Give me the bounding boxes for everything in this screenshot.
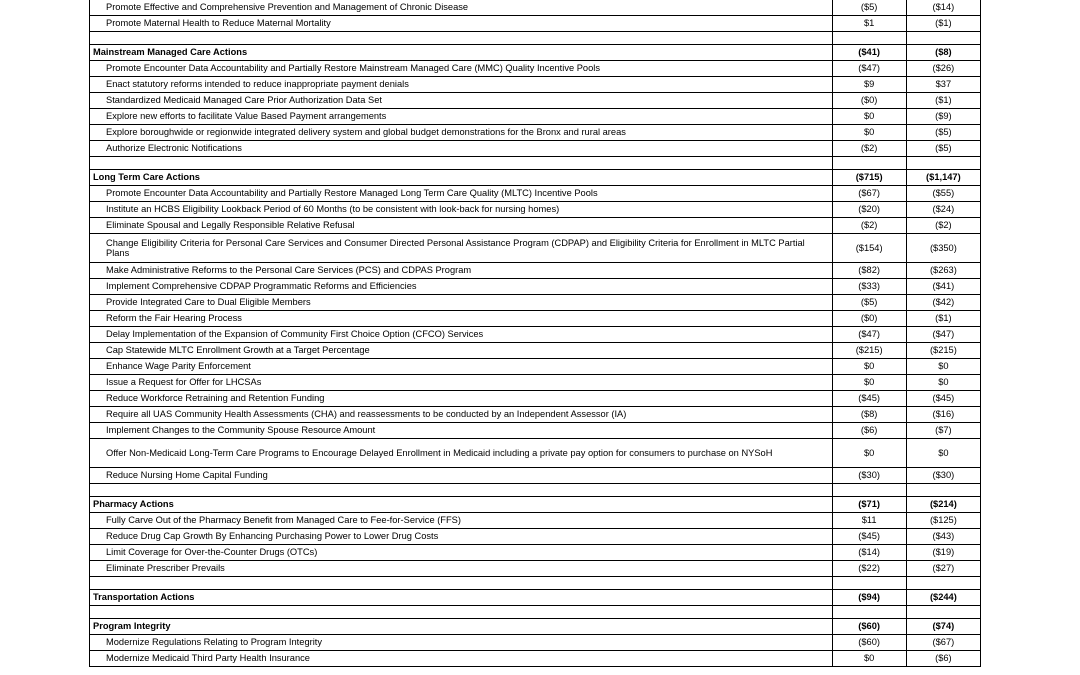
- value-col-2: ($263): [906, 263, 980, 279]
- empty-cell: [906, 577, 980, 590]
- table-row: [90, 651, 981, 667]
- action-description: Authorize Electronic Notifications: [90, 141, 833, 157]
- table-row: [90, 218, 981, 234]
- value-col-1: ($45): [832, 529, 906, 545]
- table-row: [90, 423, 981, 439]
- value-col-1: ($5): [832, 0, 906, 16]
- value-col-2: $0: [906, 359, 980, 375]
- action-description: Eliminate Prescriber Prevails: [90, 561, 833, 577]
- value-col-2: ($19): [906, 545, 980, 561]
- action-description: Promote Encounter Data Accountability and Partially Restore Managed Long Term Care Quality (MLTC) Incentive Pools: [90, 186, 833, 202]
- value-col-1: ($8): [832, 407, 906, 423]
- value-col-2: ($9): [906, 109, 980, 125]
- table-row: [90, 61, 981, 77]
- value-col-2: ($14): [906, 0, 980, 16]
- empty-cell: [90, 32, 833, 45]
- budget-actions-table: [89, 0, 981, 667]
- action-description: Cap Statewide MLTC Enrollment Growth at a Target Percentage: [90, 343, 833, 359]
- value-col-2: ($125): [906, 513, 980, 529]
- spacer-row: [90, 157, 981, 170]
- action-description: Eliminate Spousal and Legally Responsible Relative Refusal: [90, 218, 833, 234]
- table-row: [90, 529, 981, 545]
- value-col-1: ($67): [832, 186, 906, 202]
- value-col-2: ($1): [906, 93, 980, 109]
- value-col-2: ($47): [906, 327, 980, 343]
- value-col-1: ($22): [832, 561, 906, 577]
- empty-cell: [90, 606, 833, 619]
- empty-cell: [832, 484, 906, 497]
- empty-cell: [90, 577, 833, 590]
- value-col-2: ($244): [906, 590, 980, 606]
- empty-cell: [832, 32, 906, 45]
- value-col-2: ($8): [906, 45, 980, 61]
- action-description: Implement Comprehensive CDPAP Programmatic Reforms and Efficiencies: [90, 279, 833, 295]
- table-row: [90, 186, 981, 202]
- action-description: Require all UAS Community Health Assessments (CHA) and reassessments to be conducted by an Independent Assessor (IA): [90, 407, 833, 423]
- section-title: Long Term Care Actions: [90, 170, 833, 186]
- table-row: [90, 125, 981, 141]
- section-header-row: [90, 497, 981, 513]
- value-col-1: ($60): [832, 635, 906, 651]
- action-description: Standardized Medicaid Managed Care Prior Authorization Data Set: [90, 93, 833, 109]
- empty-cell: [906, 484, 980, 497]
- value-col-1: ($0): [832, 93, 906, 109]
- table-row: [90, 545, 981, 561]
- value-col-2: ($41): [906, 279, 980, 295]
- value-col-2: $0: [906, 439, 980, 468]
- value-col-2: ($350): [906, 234, 980, 263]
- table-row: [90, 77, 981, 93]
- value-col-1: ($2): [832, 218, 906, 234]
- empty-cell: [832, 157, 906, 170]
- section-header-row: [90, 619, 981, 635]
- section-header-row: [90, 170, 981, 186]
- table-row: [90, 375, 981, 391]
- value-col-1: $9: [832, 77, 906, 93]
- action-description: Limit Coverage for Over-the-Counter Drugs (OTCs): [90, 545, 833, 561]
- value-col-1: $0: [832, 375, 906, 391]
- value-col-1: ($60): [832, 619, 906, 635]
- action-description: Enact statutory reforms intended to reduce inappropriate payment denials: [90, 77, 833, 93]
- action-description: Modernize Medicaid Third Party Health Insurance: [90, 651, 833, 667]
- section-header-row: [90, 45, 981, 61]
- table-row: [90, 468, 981, 484]
- empty-cell: [832, 577, 906, 590]
- value-col-1: ($41): [832, 45, 906, 61]
- value-col-1: $0: [832, 651, 906, 667]
- value-col-2: ($6): [906, 651, 980, 667]
- action-description: Provide Integrated Care to Dual Eligible Members: [90, 295, 833, 311]
- table-row: [90, 295, 981, 311]
- action-description: Promote Effective and Comprehensive Prevention and Management of Chronic Disease: [90, 0, 833, 16]
- table-row: [90, 635, 981, 651]
- value-col-1: ($71): [832, 497, 906, 513]
- value-col-2: ($16): [906, 407, 980, 423]
- value-col-1: ($2): [832, 141, 906, 157]
- value-col-1: ($47): [832, 327, 906, 343]
- action-description: Reform the Fair Hearing Process: [90, 311, 833, 327]
- table-row: [90, 93, 981, 109]
- table-row: [90, 234, 981, 263]
- value-col-1: $11: [832, 513, 906, 529]
- value-col-2: ($26): [906, 61, 980, 77]
- value-col-1: ($45): [832, 391, 906, 407]
- empty-cell: [90, 157, 833, 170]
- section-title: Pharmacy Actions: [90, 497, 833, 513]
- value-col-2: ($24): [906, 202, 980, 218]
- value-col-1: ($154): [832, 234, 906, 263]
- value-col-1: $0: [832, 109, 906, 125]
- value-col-1: ($5): [832, 295, 906, 311]
- action-description: Reduce Workforce Retraining and Retention Funding: [90, 391, 833, 407]
- value-col-1: ($215): [832, 343, 906, 359]
- value-col-1: $0: [832, 439, 906, 468]
- action-description: Implement Changes to the Community Spouse Resource Amount: [90, 423, 833, 439]
- table-row: [90, 327, 981, 343]
- value-col-1: $1: [832, 16, 906, 32]
- value-col-1: ($14): [832, 545, 906, 561]
- action-description: Reduce Drug Cap Growth By Enhancing Purchasing Power to Lower Drug Costs: [90, 529, 833, 545]
- value-col-2: ($1): [906, 16, 980, 32]
- section-title: Mainstream Managed Care Actions: [90, 45, 833, 61]
- table-body: [90, 0, 981, 667]
- empty-cell: [906, 32, 980, 45]
- empty-cell: [906, 606, 980, 619]
- table-row: [90, 109, 981, 125]
- table-row: [90, 141, 981, 157]
- value-col-2: $0: [906, 375, 980, 391]
- table-row: [90, 0, 981, 16]
- action-description: Reduce Nursing Home Capital Funding: [90, 468, 833, 484]
- table-row: [90, 202, 981, 218]
- spacer-row: [90, 606, 981, 619]
- empty-cell: [906, 157, 980, 170]
- value-col-1: ($33): [832, 279, 906, 295]
- value-col-1: ($6): [832, 423, 906, 439]
- value-col-1: ($82): [832, 263, 906, 279]
- action-description: Enhance Wage Parity Enforcement: [90, 359, 833, 375]
- section-title: Program Integrity: [90, 619, 833, 635]
- value-col-2: ($2): [906, 218, 980, 234]
- action-description: Modernize Regulations Relating to Program Integrity: [90, 635, 833, 651]
- action-description: Delay Implementation of the Expansion of Community First Choice Option (CFCO) Services: [90, 327, 833, 343]
- table-row: [90, 311, 981, 327]
- value-col-2: ($42): [906, 295, 980, 311]
- table-row: [90, 263, 981, 279]
- value-col-2: ($5): [906, 125, 980, 141]
- action-description: Promote Encounter Data Accountability and Partially Restore Mainstream Managed Care (MMC) Quality Incentive Pools: [90, 61, 833, 77]
- value-col-2: ($67): [906, 635, 980, 651]
- value-col-2: ($74): [906, 619, 980, 635]
- value-col-2: ($5): [906, 141, 980, 157]
- empty-cell: [832, 606, 906, 619]
- action-description: Offer Non-Medicaid Long-Term Care Programs to Encourage Delayed Enrollment in Medicaid including a private pay option for consumers to purchase on NYSoH: [90, 439, 833, 468]
- table-row: [90, 391, 981, 407]
- value-col-2: ($215): [906, 343, 980, 359]
- value-col-2: ($30): [906, 468, 980, 484]
- table-row: [90, 359, 981, 375]
- value-col-2: ($45): [906, 391, 980, 407]
- table-row: [90, 407, 981, 423]
- value-col-1: ($30): [832, 468, 906, 484]
- action-description: Fully Carve Out of the Pharmacy Benefit from Managed Care to Fee-for-Service (FFS): [90, 513, 833, 529]
- value-col-2: ($55): [906, 186, 980, 202]
- action-description: Explore new efforts to facilitate Value Based Payment arrangements: [90, 109, 833, 125]
- value-col-1: $0: [832, 125, 906, 141]
- action-description: Issue a Request for Offer for LHCSAs: [90, 375, 833, 391]
- value-col-1: ($20): [832, 202, 906, 218]
- value-col-2: ($7): [906, 423, 980, 439]
- action-description: Explore boroughwide or regionwide integrated delivery system and global budget demonstrations for the Bronx and rural areas: [90, 125, 833, 141]
- spacer-row: [90, 577, 981, 590]
- action-description: Institute an HCBS Eligibility Lookback Period of 60 Months (to be consistent with look-back for nursing homes): [90, 202, 833, 218]
- value-col-1: $0: [832, 359, 906, 375]
- value-col-2: $37: [906, 77, 980, 93]
- table-row: [90, 513, 981, 529]
- action-description: Change Eligibility Criteria for Personal Care Services and Consumer Directed Personal Assistance Program (CDPAP) and Eligibility Criteria for Enrollment in MLTC Partial Plans: [90, 234, 833, 263]
- value-col-2: ($1): [906, 311, 980, 327]
- value-col-1: ($47): [832, 61, 906, 77]
- table-row: [90, 279, 981, 295]
- value-col-2: ($43): [906, 529, 980, 545]
- value-col-2: ($27): [906, 561, 980, 577]
- value-col-2: ($1,147): [906, 170, 980, 186]
- section-title: Transportation Actions: [90, 590, 833, 606]
- spacer-row: [90, 484, 981, 497]
- table-row: [90, 343, 981, 359]
- section-header-row: [90, 590, 981, 606]
- empty-cell: [90, 484, 833, 497]
- action-description: Promote Maternal Health to Reduce Maternal Mortality: [90, 16, 833, 32]
- value-col-1: ($0): [832, 311, 906, 327]
- value-col-1: ($715): [832, 170, 906, 186]
- value-col-1: ($94): [832, 590, 906, 606]
- table-row: [90, 561, 981, 577]
- action-description: Make Administrative Reforms to the Personal Care Services (PCS) and CDPAS Program: [90, 263, 833, 279]
- table-row: [90, 16, 981, 32]
- table-row: [90, 439, 981, 468]
- value-col-2: ($214): [906, 497, 980, 513]
- spacer-row: [90, 32, 981, 45]
